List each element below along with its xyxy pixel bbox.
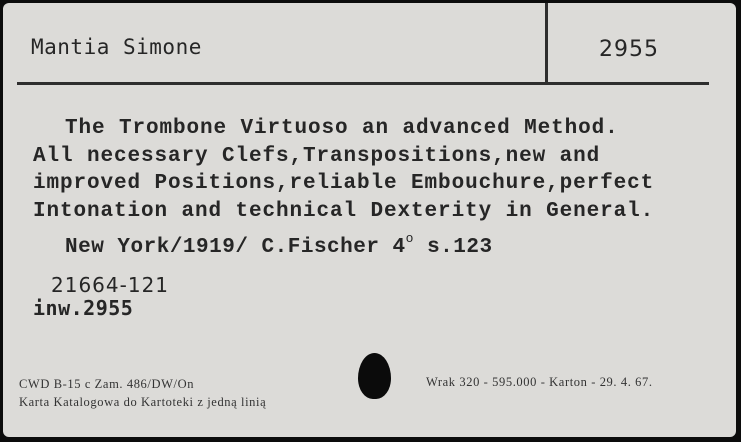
footer-left-line-2: Karta Katalogowa do Kartoteki z jedną linią bbox=[19, 395, 267, 409]
call-number: 2955 bbox=[599, 37, 659, 62]
title-block bbox=[33, 115, 736, 225]
imprint-pages: s.123 bbox=[413, 236, 493, 259]
punch-hole bbox=[358, 353, 391, 399]
printer-footer-left bbox=[19, 375, 266, 411]
author-name: Mantia Simone bbox=[31, 35, 202, 59]
imprint-main: New York/1919/ C.Fischer 4 bbox=[65, 236, 406, 259]
imprint-format-superscript: o bbox=[405, 231, 414, 246]
title-line-3: improved Positions,reliable Embouchure,perfect bbox=[33, 172, 655, 195]
header-column-divider bbox=[545, 3, 548, 85]
printer-footer-right: Wrak 320 - 595.000 - Karton - 29. 4. 67. bbox=[426, 375, 653, 389]
title-line-4: Intonation and technical Dexterity in General. bbox=[33, 199, 655, 223]
title-line-2: All necessary Clefs,Transpositions,new and bbox=[33, 144, 601, 168]
header-divider bbox=[17, 82, 709, 85]
footer-left-line-1: CWD B-15 c Zam. 486/DW/On bbox=[19, 377, 195, 391]
title-line-1: The Trombone Virtuoso an advanced Method. bbox=[65, 117, 619, 140]
accession-number: 21664-121 bbox=[51, 273, 170, 297]
catalog-card bbox=[3, 3, 736, 437]
imprint bbox=[65, 231, 493, 259]
inventory-number: inw.2955 bbox=[33, 296, 134, 320]
